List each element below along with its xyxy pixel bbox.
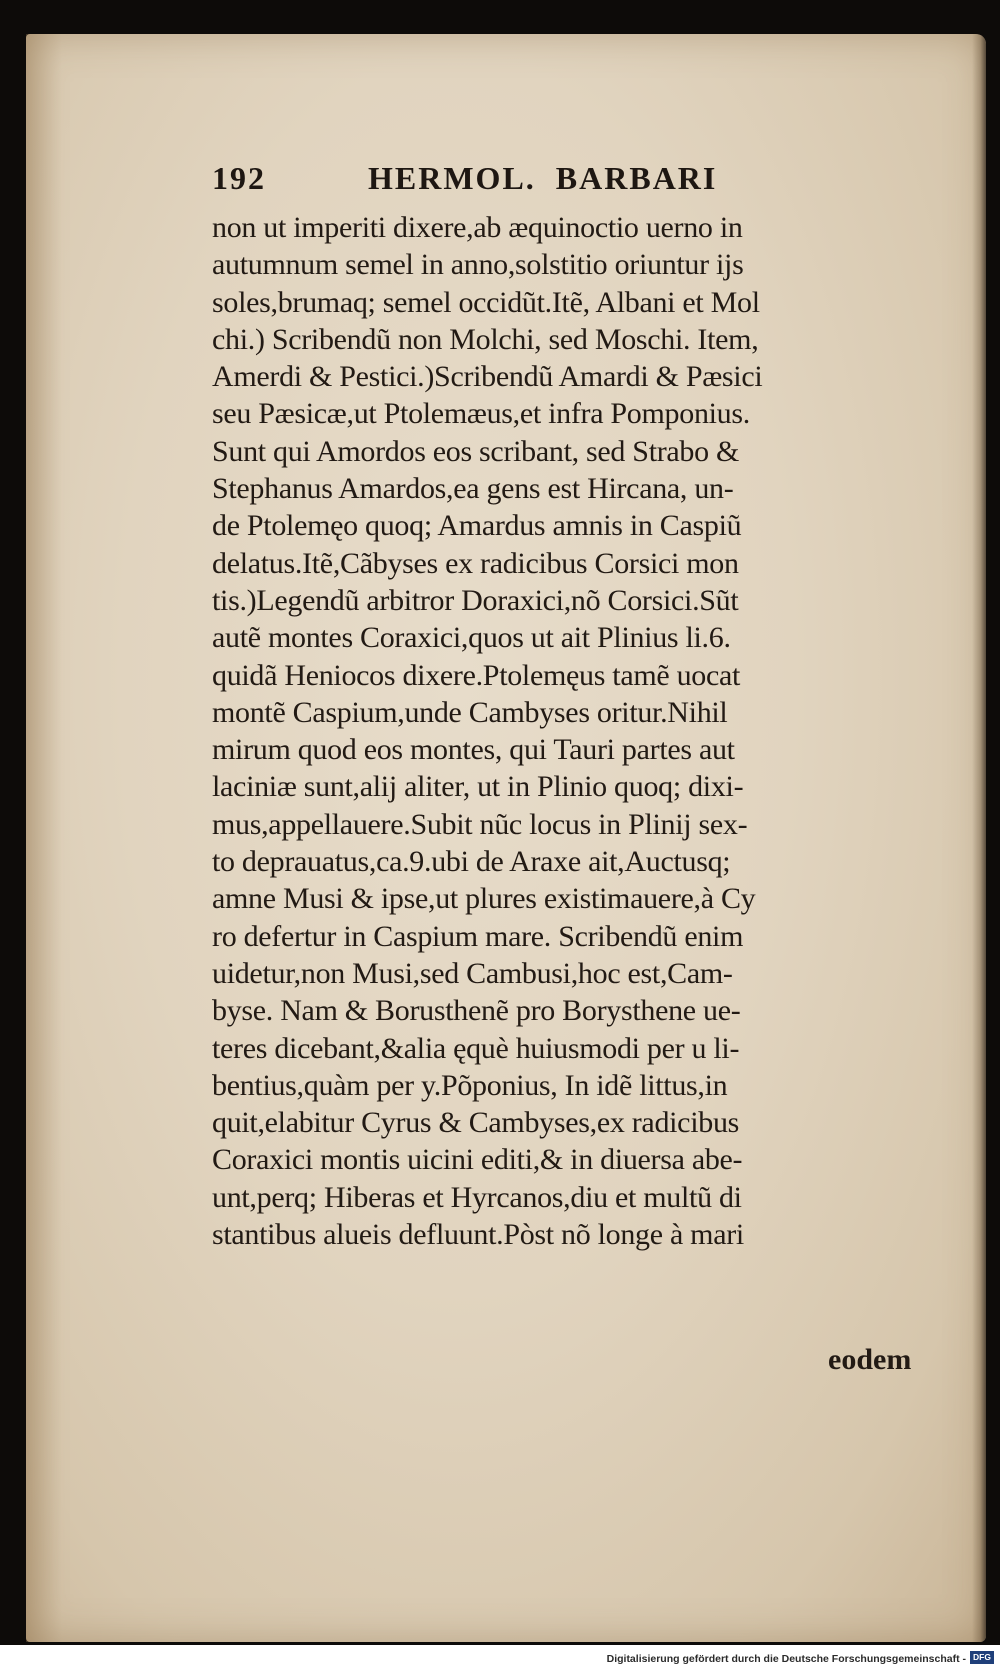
dfg-logo: DFG <box>970 1651 994 1664</box>
text-line: Sunt qui Amordos eos scribant, sed Strabo & <box>212 434 740 468</box>
text-line: non ut imperiti dixere,ab æquinoctio uerno in <box>212 211 743 244</box>
text-line: de Ptolemęo quoq; Amardus amnis in Caspiũ <box>212 509 742 543</box>
page-number: 192 <box>212 160 266 196</box>
page-edge-shadow <box>972 34 986 1642</box>
text-line: byse. Nam & Borusthenẽ pro Borysthene ue- <box>212 994 741 1028</box>
text-line: montẽ Caspium,unde Cambyses oritur.Nihil <box>212 695 728 729</box>
text-line: chi.) Scribendũ non Molchi, sed Moschi. Item, <box>212 322 759 356</box>
text-line: Amerdi & Pestici.)Scribendũ Amardi & Pæsici <box>212 360 763 394</box>
text-line: seu Pæsicæ,ut Ptolemæus,et infra Pomponius. <box>212 397 750 431</box>
text-line: mirum quod eos montes, qui Tauri partes aut <box>212 733 735 767</box>
digitization-footer <box>0 1645 1000 1669</box>
text-line: tis.)Legendũ arbitror Doraxici,nõ Corsici.Sũt <box>212 583 739 617</box>
text-line: soles,brumaq; semel occidũt.Itẽ, Albani et Mol <box>212 285 760 319</box>
text-line: ro defertur in Caspium mare. Scribendũ enim <box>212 919 744 953</box>
text-line: delatus.Itẽ,Cãbyses ex radicibus Corsici mon <box>212 546 739 580</box>
running-head: HERMOL. BARBARI <box>368 160 718 196</box>
text-line: autumnum semel in anno,solstitio oriuntur ijs <box>212 248 744 282</box>
text-line: bentius,quàm per y.Põponius, In idẽ littus,in <box>212 1068 728 1102</box>
page-header <box>212 160 892 210</box>
text-line: Stephanus Amardos,ea gens est Hircana, un- <box>212 472 734 506</box>
text-line: quit,elabitur Cyrus & Cambyses,ex radicibus <box>212 1106 740 1140</box>
text-line: amne Musi & ipse,ut plures existimauere,à Cy <box>212 882 756 916</box>
text-line: stantibus alueis defluunt.Pòst nõ longe à mari <box>212 1218 744 1252</box>
text-line: Coraxici montis uicini editi,& in diuersa abe- <box>212 1143 743 1177</box>
text-line: quidã Heniocos dixere.Ptolemęus tamẽ uocat <box>212 658 741 692</box>
text-line: teres dicebant,&alia ęquè huiusmodi per u li- <box>212 1031 740 1065</box>
text-line: laciniæ sunt,alij aliter, ut in Plinio quoq; dixi- <box>212 770 744 804</box>
text-line: unt,perq; Hiberas et Hyrcanos,diu et multũ di <box>212 1180 742 1214</box>
text-line: to deprauatus,ca.9.ubi de Araxe ait,Auctusq; <box>212 845 731 879</box>
body-text <box>212 209 932 1253</box>
catchword: eodem <box>828 1343 912 1376</box>
page-gutter-shadow <box>26 34 62 1642</box>
funding-credit: Digitalisierung gefördert durch die Deutsche Forschungsgemeinschaft - <box>606 1653 966 1665</box>
text-line: autẽ montes Coraxici,quos ut ait Plinius li.6. <box>212 621 731 655</box>
text-line: mus,appellauere.Subit nũc locus in Plinij sex- <box>212 807 748 841</box>
text-line: uidetur,non Musi,sed Cambusi,hoc est,Cam- <box>212 956 733 990</box>
